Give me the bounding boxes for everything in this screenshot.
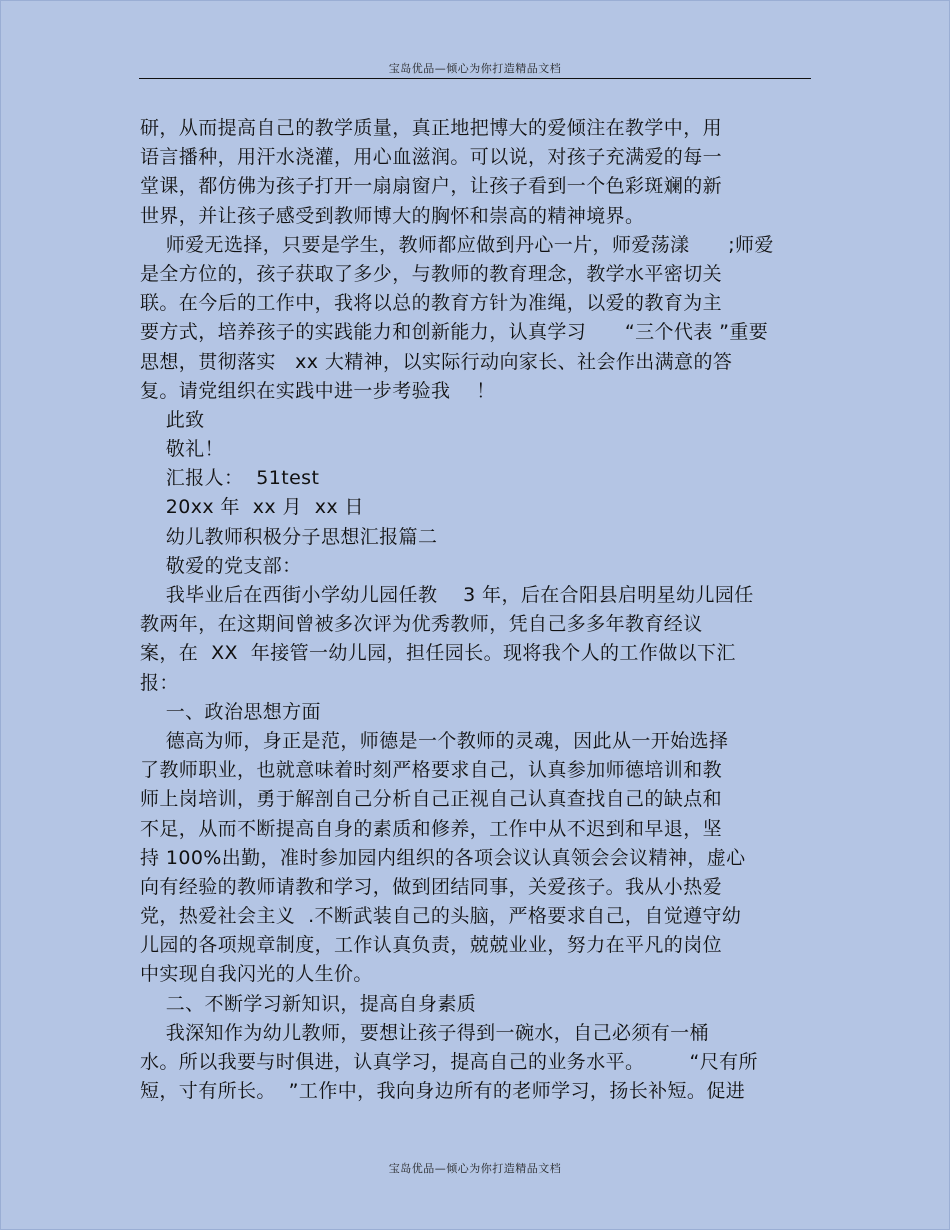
body-line: 是全方位的，孩子获取了多少，与教师的教育理念，教学水平密切关 [140,262,723,285]
body-line: 幼儿教师积极分子思想汇报篇二 [140,525,438,548]
body-line: 此致 [140,408,205,431]
body-line: 联。在今后的工作中，我将以总的教育方针为准绳，以爱的教育为主 [140,292,723,315]
page-footer: 宝岛优品—倾心为你打造精品文档 [388,1162,562,1175]
body-line: 我深知作为幼儿教师，要想让孩子得到一碗水，自己必须有一桶 [140,1021,709,1044]
body-line: 堂课，都仿佛为孩子打开一扇扇窗户，让孩子看到一个色彩斑斓的新 [140,175,723,198]
body-line: 思想，贯彻落实 xx 大精神，以实际行动向家长、社会作出满意的答 [140,350,733,373]
body-line: 复。请党组织在实践中进一步考验我 ！ [140,379,496,402]
body-line: 党，热爱社会主义 .不断武装自己的头脑，严格要求自己，自觉遵守幼 [140,905,742,928]
document-body [140,114,812,1106]
body-line: 不足，从而不断提高自身的素质和修养，工作中从不迟到和早退，坚 [140,817,723,840]
body-line: 敬礼！ [140,438,224,461]
body-line: 要方式，培养孩子的实践能力和创新能力，认真学习 “三个代表 ”重要 [140,321,769,344]
body-line: 师上岗培训，勇于解剖自己分析自己正视自己认真查找自己的缺点和 [140,788,723,811]
body-line: 德高为师，身正是范，师德是一个教师的灵魂，因此从一开始选择 [140,729,729,752]
page-header: 宝岛优品—倾心为你打造精品文档 [388,62,562,75]
body-line: 二、不断学习新知识，提高自身素质 [140,992,477,1015]
body-line: 短，寸有所长。 ”工作中，我向身边所有的老师学习，扬长补短。促进 [140,1080,746,1103]
body-line: 我毕业后在西街小学幼儿园任教 3 年，后在合阳县启明星幼儿园任 [140,584,754,606]
body-line: 研，从而提高自己的教学质量，真正地把博大的爱倾注在教学中，用 [140,117,723,139]
header-divider [139,78,811,79]
body-line: 一、政治思想方面 [140,700,321,723]
body-line: 报： [140,671,179,694]
body-line: 汇报人： 51test [140,467,320,490]
body-line: 案，在 XX 年接管一幼儿园，担任园长。现将我个人的工作做以下汇 [140,642,736,665]
body-line: 师爱无选择，只要是学生，教师都应做到丹心一片，师爱荡漾 ;师爱 [140,233,774,256]
body-line: 持 100%出勤，准时参加园内组织的各项会议认真领会会议精神，虚心 [140,846,746,869]
body-line: 世界，并让孩子感受到教师博大的胸怀和崇高的精神境界。 [140,204,645,227]
body-line: 儿园的各项规章制度，工作认真负责，兢兢业业，努力在平凡的岗位 [140,934,723,957]
body-line: 20xx 年 xx 月 xx 日 [140,496,364,519]
body-line: 向有经验的教师请教和学习，做到团结同事，关爱孩子。我从小热爱 [140,875,723,898]
body-line: 中实现自我闪光的人生价。 [140,963,373,986]
body-line: 敬爱的党支部： [140,554,302,577]
body-line: 水。所以我要与时俱进，认真学习，提高自己的业务水平。 “尺有所 [140,1051,758,1073]
body-line: 教两年，在这期间曾被多次评为优秀教师，凭自己多多年教育经议 [140,613,703,636]
body-line: 了教师职业，也就意味着时刻严格要求自己，认真参加师德培训和教 [140,759,723,782]
body-line: 语言播种，用汗水浇灌，用心血滋润。可以说，对孩子充满爱的每一 [140,146,723,169]
